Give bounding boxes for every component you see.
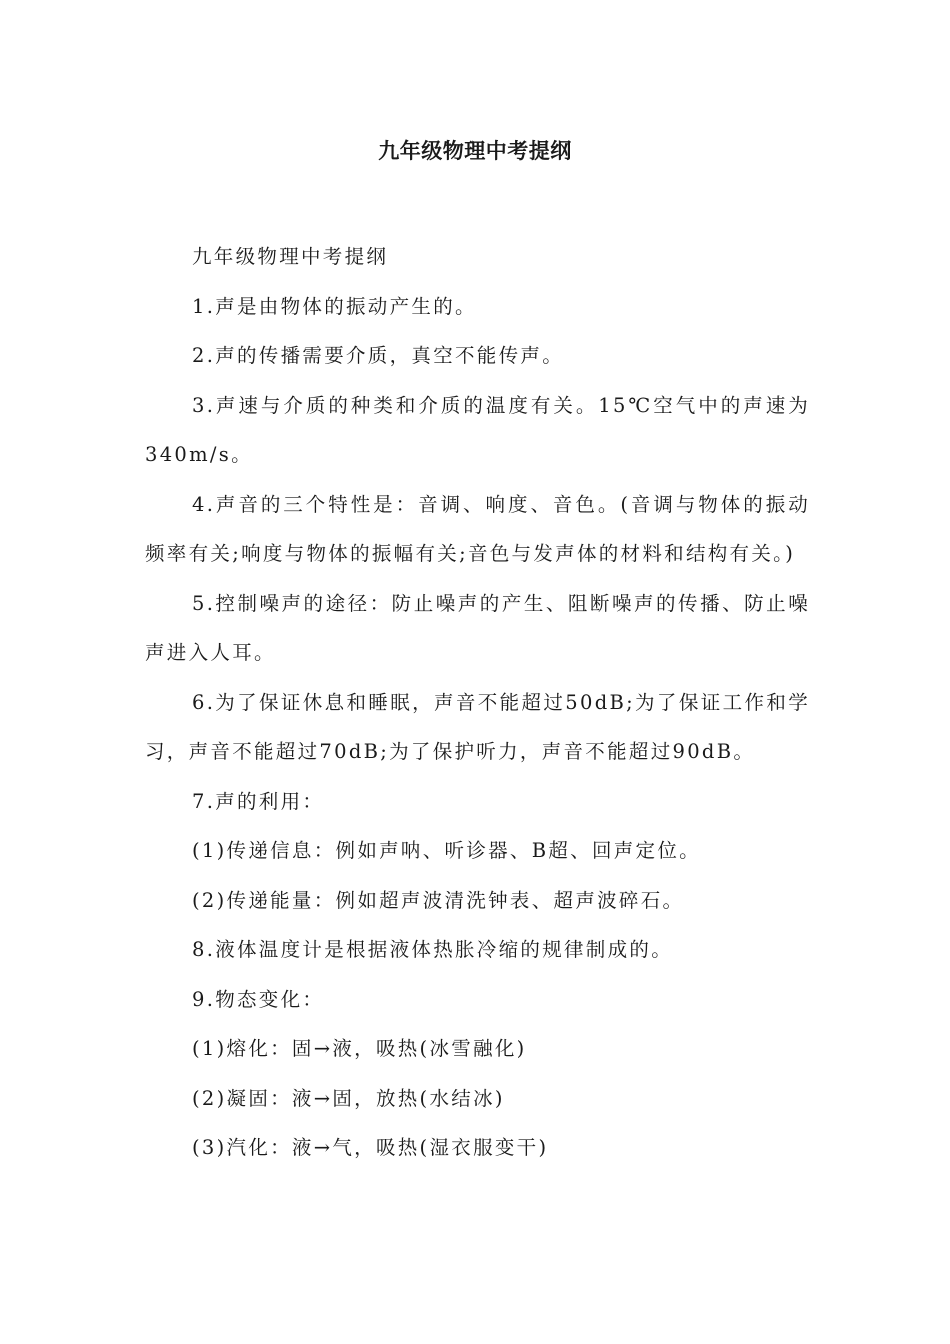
paragraph-1: 1.声是由物体的振动产生的。	[192, 294, 477, 318]
paragraph-4: 4.声音的三个特性是：音调、响度、音色。(音调与物体的振动频率有关;响度与物体的振幅有关;音色与发声体的材料和结构有关。)	[145, 492, 810, 565]
paragraph-7-1: (1)传递信息：例如声呐、听诊器、B超、回声定位。	[192, 839, 701, 862]
paragraph-subtitle: 九年级物理中考提纲	[192, 245, 389, 268]
paragraph-8: 8.液体温度计是根据液体热胀冷缩的规律制成的。	[192, 938, 674, 961]
paragraph-9-2: (2)凝固：液→固，放热(水结冰)	[192, 1086, 505, 1110]
document-body	[145, 232, 810, 1173]
paragraph-3: 3.声速与介质的种类和介质的温度有关。15℃空气中的声速为340m/s。	[145, 393, 810, 466]
paragraph-9: 9.物态变化：	[192, 987, 325, 1011]
paragraph-6: 6.为了保证休息和睡眠，声音不能超过50dB;为了保证工作和学习，声音不能超过70dB;为了保护听力，声音不能超过90dB。	[145, 690, 810, 763]
paragraph-2: 2.声的传播需要介质，真空不能传声。	[192, 344, 565, 367]
paragraph-7-2: (2)传递能量：例如超声波清洗钟表、超声波碎石。	[192, 888, 685, 912]
paragraph-9-1: (1)熔化：固→液，吸热(冰雪融化)	[192, 1037, 527, 1060]
paragraph-7: 7.声的利用：	[192, 789, 325, 813]
paragraph-5: 5.控制噪声的途径：防止噪声的产生、阻断噪声的传播、防止噪声进入人耳。	[145, 591, 810, 664]
page-title: 九年级物理中考提纲	[378, 139, 572, 163]
paragraph-9-3: (3)汽化：液→气，吸热(湿衣服变干)	[192, 1136, 549, 1159]
